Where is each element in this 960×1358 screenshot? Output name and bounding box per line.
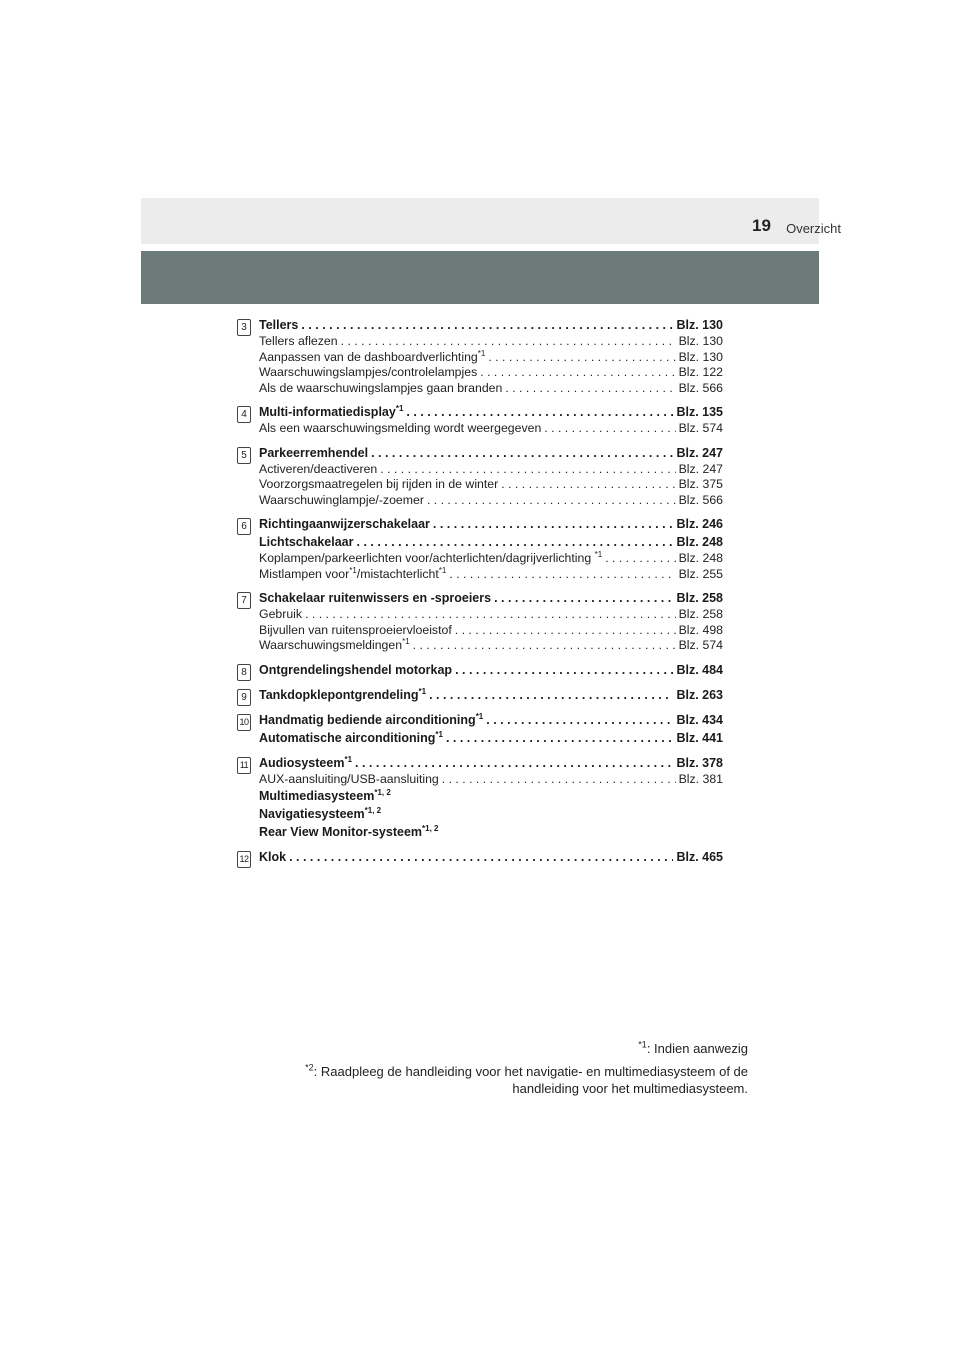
dot-leader — [380, 462, 675, 478]
entry-text: Ontgrendelingshendel motorkap — [259, 662, 453, 677]
dot-leader — [494, 589, 673, 607]
toc-subentry[interactable] — [259, 607, 723, 623]
header-bar — [141, 251, 819, 304]
page-reference: Blz. 566 — [678, 492, 723, 507]
toc-subentry[interactable] — [259, 350, 723, 366]
dot-leader — [341, 334, 676, 350]
dot-leader — [505, 381, 675, 397]
dot-leader — [289, 848, 673, 866]
entry-label — [259, 754, 352, 772]
dot-leader — [305, 607, 676, 623]
dot-leader — [427, 493, 676, 509]
toc-section-10 — [237, 711, 723, 747]
dot-leader — [486, 711, 673, 729]
table-of-contents — [237, 316, 723, 873]
entry-text: Waarschuwinglampje/-zoemer — [259, 492, 424, 507]
entry-text: Richtingaanwijzerschakelaar — [259, 517, 430, 531]
toc-subentry[interactable] — [259, 334, 723, 350]
entry-label — [259, 686, 426, 704]
entry-label — [259, 381, 502, 397]
toc-section-6 — [237, 515, 723, 582]
toc-section-12 — [237, 848, 723, 866]
footnote-marker: *1, 2 — [364, 805, 382, 815]
entry-label — [259, 316, 298, 334]
entry-label — [259, 477, 498, 493]
page-reference: Blz. 484 — [676, 662, 723, 677]
entry-label — [259, 638, 410, 654]
page-reference: Blz. 263 — [676, 687, 723, 702]
callout-number: 5 — [237, 447, 251, 464]
entry-label — [259, 350, 485, 366]
toc-entry[interactable] — [259, 729, 723, 747]
entry-text: Aanpassen van de dashboardverlichting — [259, 349, 478, 364]
callout-number: 7 — [237, 592, 251, 609]
page-reference: Blz. 248 — [676, 535, 723, 549]
footnote-2-text-line1: : Raadpleeg de handleiding voor het navigatie- en multimediasysteem of de — [313, 1064, 748, 1079]
footnote-2-text-line2: handleiding voor het multimediasysteem. — [512, 1081, 748, 1096]
footnote-marker: *1, 2 — [374, 787, 391, 797]
entry-text: Tankdopklepontgrendeling — [259, 687, 419, 702]
dot-leader — [455, 661, 673, 679]
entry-text: Automatische airconditioning — [259, 730, 436, 745]
entry-label — [259, 334, 338, 350]
header-top-band — [141, 198, 819, 244]
section-title: Overzicht — [786, 221, 841, 236]
entry-text: Als een waarschuwingsmelding wordt weergegeven — [259, 421, 542, 435]
callout-number: 6 — [237, 518, 251, 535]
dot-leader — [455, 623, 676, 639]
page-reference: Blz. 130 — [676, 318, 723, 332]
toc-section-7 — [237, 589, 723, 654]
entry-label — [259, 787, 391, 805]
entry-label — [259, 551, 602, 567]
entry-label — [259, 533, 354, 551]
page-reference: Blz. 375 — [678, 477, 723, 491]
toc-entry[interactable] — [259, 754, 723, 772]
footnote-2 — [305, 1063, 748, 1097]
toc-subentry[interactable] — [259, 365, 723, 381]
dot-leader — [433, 515, 674, 533]
toc-entry[interactable] — [259, 444, 723, 462]
footnote-marker: *1 — [349, 565, 357, 575]
entry-label — [259, 729, 443, 747]
toc-entry[interactable] — [259, 805, 723, 823]
toc-section-5 — [237, 444, 723, 509]
page-reference: Blz. 574 — [678, 638, 723, 652]
toc-subentry[interactable] — [259, 772, 723, 788]
entry-text: Lichtschakelaar — [259, 535, 354, 549]
callout-number: 8 — [237, 664, 251, 681]
entry-label — [259, 823, 439, 841]
footnote-marker: *1 — [435, 729, 443, 739]
page-reference: Blz. 130 — [678, 349, 723, 364]
toc-section-4 — [237, 403, 723, 437]
footnote-marker: *1 — [477, 348, 486, 358]
entry-label — [259, 661, 452, 679]
page-reference: Blz. 381 — [678, 771, 723, 786]
toc-section-11 — [237, 754, 723, 842]
toc-entry[interactable] — [259, 661, 723, 679]
toc-entry[interactable] — [259, 403, 723, 421]
dot-leader — [406, 403, 673, 421]
toc-entry[interactable] — [259, 316, 723, 334]
page-reference: Blz. 248 — [678, 551, 723, 565]
entry-label — [259, 493, 424, 509]
dot-leader — [357, 533, 674, 551]
footnotes — [305, 1040, 748, 1103]
entry-text: Navigatiesysteem — [259, 807, 365, 821]
dot-leader — [446, 729, 673, 747]
footnote-marker: *1, 2 — [422, 823, 439, 833]
footnote-marker: *1 — [418, 686, 427, 696]
entry-text: Waarschuwingslampjes/controlelampjes — [259, 365, 478, 379]
toc-subentry[interactable] — [259, 381, 723, 397]
footnote-1 — [305, 1040, 748, 1057]
entry-text: Als de waarschuwingslampjes gaan branden — [259, 380, 503, 395]
callout-number: 9 — [237, 689, 251, 706]
footnote-marker: *1 — [594, 549, 603, 559]
toc-section-9 — [237, 686, 723, 704]
entry-label — [259, 567, 446, 583]
entry-text: Parkeerremhendel — [259, 445, 369, 460]
entry-label — [259, 444, 368, 462]
page-reference: Blz. 122 — [678, 365, 723, 379]
page-reference: Blz. 255 — [678, 566, 723, 581]
entry-text: Klok — [259, 850, 287, 864]
entry-text: Handmatig bediende airconditioning — [259, 712, 476, 727]
toc-subentry[interactable] — [259, 462, 723, 478]
toc-entry[interactable] — [259, 848, 723, 866]
entry-label — [259, 805, 381, 823]
entry-label — [259, 848, 286, 866]
toc-section-8 — [237, 661, 723, 679]
entry-label — [259, 403, 403, 421]
entry-text: Audiosysteem — [259, 755, 345, 770]
toc-subentry[interactable] — [259, 477, 723, 493]
toc-subentry[interactable] — [259, 421, 723, 437]
toc-entry[interactable] — [259, 686, 723, 704]
page-reference: Blz. 498 — [678, 622, 723, 637]
page-reference: Blz. 247 — [676, 445, 723, 460]
entry-text: AUX-aansluiting/USB-aansluiting — [259, 771, 439, 786]
entry-text: Activeren/deactiveren — [259, 461, 378, 476]
entry-label — [259, 515, 430, 533]
page-reference: Blz. 130 — [678, 334, 723, 348]
footnote-2-mark: *2 — [305, 1062, 314, 1073]
callout-number: 10 — [237, 714, 251, 731]
toc-entry[interactable] — [259, 515, 723, 533]
callout-number: 11 — [237, 757, 251, 774]
entry-label — [259, 421, 541, 437]
dot-leader — [544, 421, 675, 437]
toc-subentry[interactable] — [259, 551, 723, 567]
toc-subentry[interactable] — [259, 493, 723, 509]
toc-entry[interactable] — [259, 823, 723, 841]
page-reference: Blz. 258 — [676, 591, 723, 605]
page-reference: Blz. 378 — [676, 755, 723, 770]
entry-text: Schakelaar ruitenwissers en -sproeiers — [259, 591, 492, 605]
callout-number: 12 — [237, 851, 251, 868]
entry-label — [259, 365, 477, 381]
page-reference: Blz. 258 — [678, 607, 723, 621]
entry-text: Waarschuwingsmeldingen — [259, 638, 403, 652]
toc-section-3 — [237, 316, 723, 396]
page-reference: Blz. 465 — [676, 850, 723, 864]
dot-leader — [488, 350, 675, 366]
page-reference: Blz. 566 — [678, 380, 723, 395]
dot-leader — [449, 567, 675, 583]
footnote-1-text: : Indien aanwezig — [646, 1041, 748, 1056]
dot-leader — [429, 686, 673, 704]
entry-text: Rear View Monitor-systeem — [259, 825, 423, 839]
footnote-marker: *1 — [438, 565, 447, 575]
entry-label — [259, 607, 302, 623]
footnote-1-mark: *1 — [638, 1039, 647, 1050]
entry-label — [259, 711, 483, 729]
footnote-marker: *1 — [402, 636, 410, 646]
entry-text: Multi-informatiedisplay — [259, 405, 396, 419]
dot-leader — [605, 551, 675, 567]
toc-subentry[interactable] — [259, 638, 723, 654]
page-reference: Blz. 441 — [676, 730, 723, 745]
entry-text: /mistachterlicht — [356, 566, 439, 581]
toc-entry[interactable] — [259, 589, 723, 607]
dot-leader — [442, 772, 676, 788]
entry-text: Tellers aflezen — [259, 334, 338, 348]
entry-text: Tellers — [259, 318, 299, 332]
toc-subentry[interactable] — [259, 623, 723, 639]
footnote-marker: *1 — [344, 754, 353, 764]
entry-text: Koplampen/parkeerlichten voor/achterlichten/dagrijverlichting — [259, 551, 595, 565]
entry-text: Mistlampen voor — [259, 566, 350, 581]
dot-leader — [413, 638, 676, 654]
dot-leader — [480, 365, 675, 381]
toc-entry[interactable] — [259, 711, 723, 729]
footnote-marker: *1 — [475, 711, 484, 721]
dot-leader — [355, 754, 673, 772]
dot-leader — [371, 444, 673, 462]
page-reference: Blz. 247 — [678, 461, 723, 476]
entry-text: Multimediasysteem — [259, 789, 375, 803]
entry-label — [259, 623, 452, 639]
entry-text: Gebruik — [259, 607, 303, 621]
entry-text: Voorzorgsmaatregelen bij rijden in de winter — [259, 477, 499, 491]
dot-leader — [301, 316, 673, 334]
callout-number: 3 — [237, 319, 251, 336]
dot-leader — [501, 477, 675, 493]
toc-subentry[interactable] — [259, 567, 723, 583]
entry-text: Bijvullen van ruitensproeiervloeistof — [259, 622, 452, 637]
page-number: 19 — [752, 216, 771, 235]
page-reference: Blz. 434 — [676, 712, 723, 727]
callout-number: 4 — [237, 406, 251, 423]
page-reference: Blz. 574 — [678, 421, 723, 435]
page-reference: Blz. 135 — [676, 405, 723, 419]
page-reference: Blz. 246 — [676, 517, 723, 531]
toc-entry[interactable] — [259, 787, 723, 805]
entry-label — [259, 462, 377, 478]
footnote-marker: *1 — [395, 403, 404, 413]
toc-entry[interactable] — [259, 533, 723, 551]
entry-label — [259, 772, 439, 788]
entry-label — [259, 589, 491, 607]
